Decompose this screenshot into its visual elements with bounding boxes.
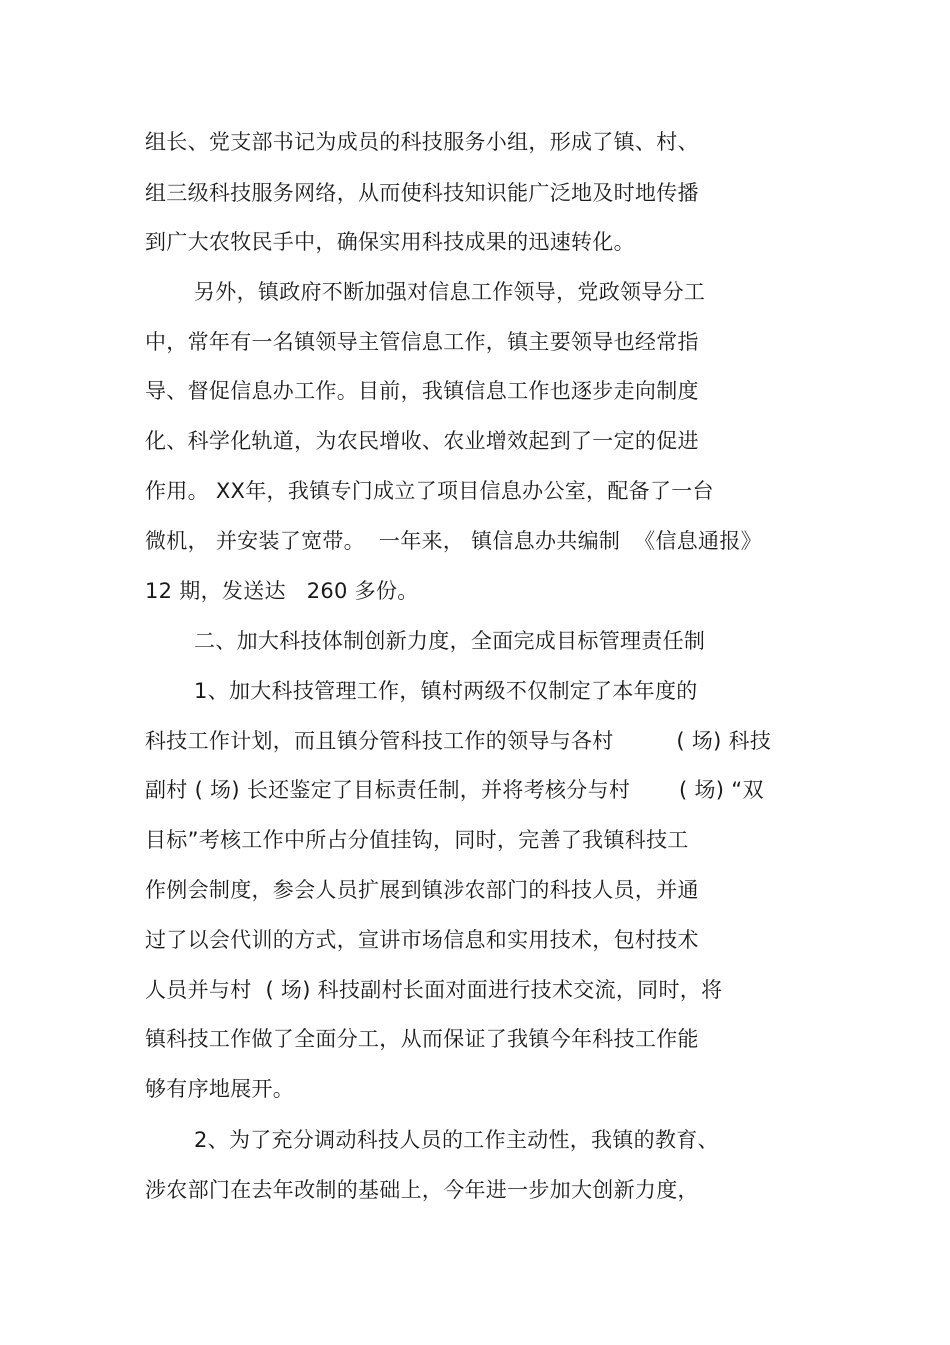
text-line: 副村 ( 场) 长还鉴定了目标责任制，并将考核分与村 ( 场) “双 xyxy=(145,778,764,802)
text-line: 组长、党支部书记为成员的科技服务小组，形成了镇、村、 xyxy=(145,130,699,154)
text-line: 到广大农牧民手中，确保实用科技成果的迅速转化。 xyxy=(145,230,635,254)
text-line: 导、督促信息办工作。目前，我镇信息工作也逐步走向制度 xyxy=(145,379,699,403)
text-line: 人员并与村 ( 场) 科技副村长面对面进行技术交流，同时，将 xyxy=(145,978,723,1002)
text-line: 作用。 XX年，我镇专门成立了项目信息办公室，配备了一台 xyxy=(145,479,714,503)
text-line: 微机， 并安装了宽带。 一年来， 镇信息办共编制 《信息通报》 xyxy=(145,529,762,553)
paragraph-start-line: 另外，镇政府不断加强对信息工作领导，党政领导分工 xyxy=(194,280,706,304)
text-line: 目标”考核工作中所占分值挂钩，同时，完善了我镇科技工 xyxy=(145,828,689,852)
paragraph-start-line: 2、为了充分调动科技人员的工作主动性，我镇的教育、 xyxy=(194,1128,719,1152)
paragraph-start-line: 1、加大科技管理工作，镇村两级不仅制定了本年度的 xyxy=(194,679,698,703)
text-line: 化、科学化轨道，为农民增收、农业增效起到了一定的促进 xyxy=(145,429,699,453)
text-line: 镇科技工作做了全面分工，从而保证了我镇今年科技工作能 xyxy=(145,1027,699,1051)
section-heading: 二、加大科技体制创新力度，全面完成目标管理责任制 xyxy=(194,629,706,653)
text-line: 组三级科技服务网络，从而使科技知识能广泛地及时地传播 xyxy=(145,181,699,205)
text-line: 够有序地展开。 xyxy=(145,1077,295,1101)
text-line: 作例会制度，参会人员扩展到镇涉农部门的科技人员，并通 xyxy=(145,878,699,902)
text-line: 涉农部门在去年改制的基础上，今年进一步加大创新力度， xyxy=(145,1178,699,1202)
text-line: 过了以会代训的方式，宣讲市场信息和实用技术，包村技术 xyxy=(145,928,699,952)
text-line: 12 期，发送达 260 多份。 xyxy=(145,579,419,603)
text-line: 中，常年有一名镇领导主管信息工作，镇主要领导也经常指 xyxy=(145,330,699,354)
text-line: 科技工作计划，而且镇分管科技工作的领导与各村 ( 场) 科技 xyxy=(145,729,772,753)
